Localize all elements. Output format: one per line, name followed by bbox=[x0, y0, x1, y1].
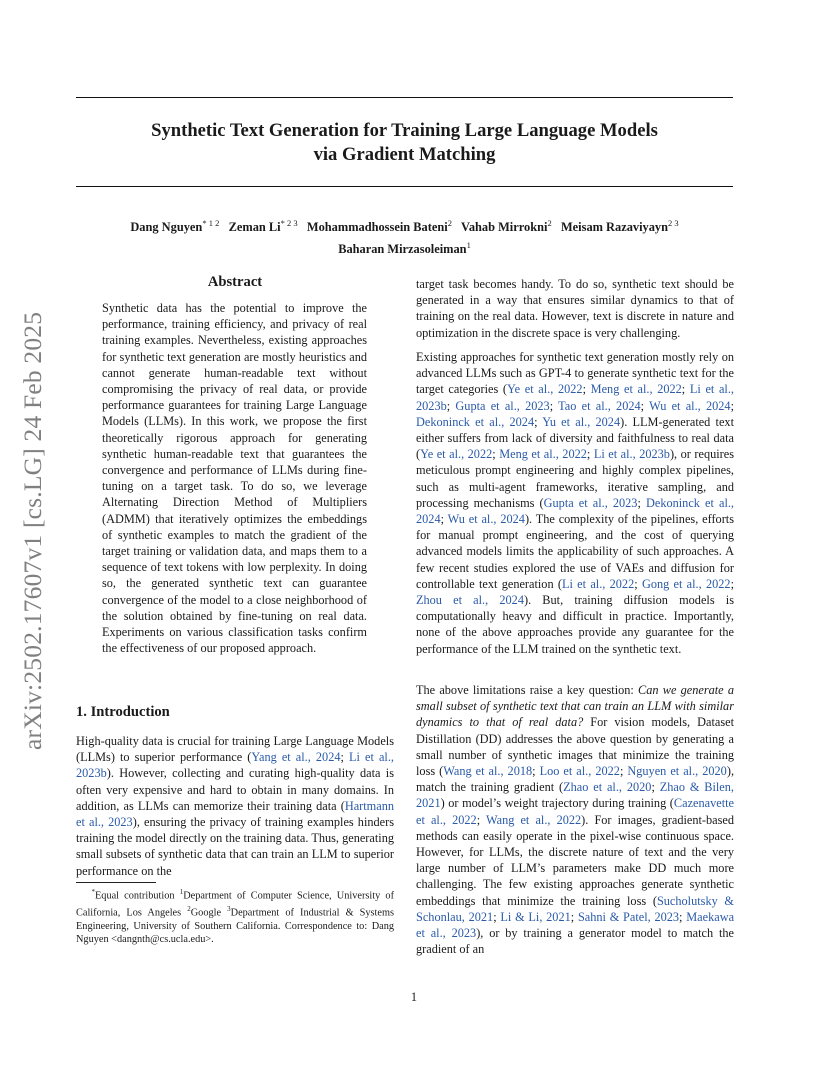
title-bottom-rule bbox=[76, 186, 733, 187]
text-run: ). The complexity of the pipelines, efforts for manual prompt engineering, and the cost of querying advanced models limits the applicability of such approaches. A few recent studies explored the use of VAEs and diffusion for controllable text generation ( bbox=[416, 512, 734, 591]
citation-link[interactable]: Yu et al., 2024 bbox=[542, 414, 621, 429]
text-run: ). However, collecting and curating high-quality data is often very expensive and hard to obtain in many domains. In addition, as LLMs can memorize their training data ( bbox=[76, 766, 394, 813]
text-run: ; bbox=[637, 495, 646, 510]
text-run: ; bbox=[586, 447, 594, 462]
citation-link[interactable]: Ye et al., 2022 bbox=[420, 447, 493, 462]
text-run: ). For images, gradient-based methods can easily operate in the pixel-wise continuous space. However, for LLMs, the discrete nature of text and the very large number of LLM’s parameters make DD much more challenging. The few existing approaches generate synthetic embeddings that minimize the training loss ( bbox=[416, 812, 735, 908]
citation-link[interactable]: Cazenavette et al., 2022 bbox=[416, 796, 734, 827]
citation-link[interactable]: Wang et al., 2018 bbox=[443, 764, 533, 779]
citation-link[interactable]: Li et al., 2023b bbox=[416, 382, 735, 413]
author-affiliation: 1 bbox=[466, 240, 471, 251]
text-run: ; bbox=[549, 398, 559, 413]
author: Vahab Mirrokni bbox=[461, 220, 548, 235]
text-run: ), match the training gradient ( bbox=[416, 764, 735, 795]
text-run: ; bbox=[476, 812, 486, 827]
text-run: ; bbox=[492, 447, 500, 462]
text-run: ; bbox=[681, 382, 690, 397]
footnote-mark: * bbox=[91, 888, 95, 896]
text-run: ; bbox=[440, 512, 448, 527]
citation-link[interactable]: Gong et al., 2022 bbox=[641, 576, 731, 591]
title-line-2: via Gradient Matching bbox=[313, 144, 496, 165]
citation-link[interactable]: Wang et al., 2022 bbox=[486, 812, 582, 827]
text-run: ; bbox=[651, 780, 660, 795]
text-run: ), or requires meticulous prompt engineering and highly complex pipelines, such as multi-agent frameworks, iterative sampling, and processing mechanisms ( bbox=[416, 447, 734, 510]
citation-link[interactable]: Ye et al., 2022 bbox=[507, 382, 583, 397]
citation-link[interactable]: Meng et al., 2022 bbox=[499, 447, 587, 462]
citation-link[interactable]: Dekoninck et al., 2024 bbox=[416, 414, 535, 429]
page-number: 1 bbox=[410, 990, 418, 1004]
footnote-mark: 1 bbox=[179, 888, 184, 896]
right-paragraph-1: target task becomes handy. To do so, synthetic text should be generated in a way that ensures similar dynamics to that of training on the real data. However, text is discrete in nature and optimization in the discrete space is very challenging. bbox=[416, 277, 734, 340]
citation-link[interactable]: Zhao & Bilen, 2021 bbox=[416, 780, 734, 811]
text-run: High-quality data is crucial for training Large Language Models (LLMs) to superior performance ( bbox=[76, 734, 394, 765]
affiliation-footnote bbox=[76, 886, 394, 946]
key-question: Can we generate a small subset of synthetic text that can train an LLM with similar dynamics to that of real data? bbox=[416, 683, 734, 730]
text-run: ; bbox=[534, 414, 543, 429]
citation-link[interactable]: Maekawa et al., 2023 bbox=[416, 909, 735, 941]
abstract-body: Synthetic data has the potential to improve the performance, training efficiency, and privacy of real training examples. Nevertheless, existing approaches for synthetic text generation are mostly heuristics and cannot generate human-readable text without compromising the privacy of real data, or provide performance guarantees for training Large Language Models (LLMs). In this work, we propose the first theoretically rigorous approach for generating synthetic human-readable text that guarantees the convergence and performance of LLMs during fine-tuning on a target task. To do so, we leverage Alternating Direction Method of Multipliers (ADMM) that iteratively optimizes the embeddings of synthetic examples to match the gradient of the target training or validation data, and maps them to a sequence of text tokens with low perplexity. In doing so, the generated synthetic text can guarantee convergence of the model to a close neighborhood of the solution obtained by fine-tuning on real data. Experiments on various classification tasks confirm the effectiveness of our proposed approach. bbox=[102, 301, 367, 656]
author: Baharan Mirzasoleiman bbox=[338, 242, 467, 257]
author: Zeman Li bbox=[228, 220, 281, 235]
citation-link[interactable]: Sahni & Patel, 2023 bbox=[577, 909, 680, 924]
author-affiliation: 2 3 bbox=[668, 218, 679, 228]
intro-paragraph bbox=[76, 733, 394, 879]
citation-link[interactable]: Li et al., 2023b bbox=[593, 447, 670, 462]
text-run: Department of Industrial & Systems Engineering, University of Southern California. Correspondence to: Dang Nguyen <dangnth@cs.ucla.edu>. bbox=[76, 907, 394, 946]
text-run: ; bbox=[619, 764, 628, 779]
text-run: ). LLM-generated text either suffers from lack of diversity and faithfulness to real data ( bbox=[416, 414, 734, 462]
footnote-rule bbox=[76, 882, 156, 883]
citation-link[interactable]: Sucholutsky & Schonlau, 2021 bbox=[416, 893, 734, 924]
author-list bbox=[76, 214, 733, 258]
citation-link[interactable]: Gupta et al., 2023 bbox=[543, 495, 638, 510]
citation-link[interactable]: Hartmann et al., 2023 bbox=[76, 798, 394, 830]
citation-link[interactable]: Nguyen et al., 2020 bbox=[627, 764, 727, 779]
text-run: ; bbox=[640, 398, 650, 413]
text-run: ; bbox=[730, 398, 734, 413]
author-affiliation: 2 bbox=[447, 218, 452, 228]
citation-link[interactable]: Yang et al., 2024 bbox=[251, 750, 341, 765]
text-run: ; bbox=[570, 909, 578, 924]
arxiv-identifier: arXiv:2502.17607v1 [cs.LG] 24 Feb 2025 bbox=[18, 311, 47, 750]
text-run: The above limitations raise a key question: bbox=[416, 683, 639, 697]
text-run: ). But, training diffusion models is computationally heavy and difficult in practice. Importantly, none of the above approaches provide any guarantee for the performance of the LLM trained on the synthetic text. bbox=[416, 593, 734, 656]
text-run: ; bbox=[493, 909, 501, 924]
citation-link[interactable]: Wu et al., 2024 bbox=[649, 398, 731, 413]
paper-title bbox=[76, 119, 733, 167]
footnote-mark: 3 bbox=[227, 904, 231, 913]
top-rule bbox=[76, 97, 733, 98]
text-run: ; bbox=[532, 764, 540, 779]
citation-link[interactable]: Tao et al., 2024 bbox=[558, 398, 641, 413]
citation-link[interactable]: Loo et al., 2022 bbox=[539, 764, 620, 779]
text-run: ), ensuring the privacy of training examples hinders training the model directly on the training data. Thus, generating small subsets of synthetic data that can train an LLM to superior performance on the bbox=[76, 815, 395, 878]
text-run: ; bbox=[679, 909, 687, 924]
text-run: ; bbox=[446, 398, 456, 413]
text-run: ; bbox=[730, 576, 734, 591]
author: Mohammadhossein Bateni bbox=[306, 220, 448, 235]
title-line-1: Synthetic Text Generation for Training Large Language Models bbox=[151, 120, 658, 141]
text-run: ; bbox=[582, 382, 591, 397]
text-run: ) or model’s weight trajectory during training ( bbox=[440, 796, 674, 811]
citation-link[interactable]: Gupta et al., 2023 bbox=[455, 398, 550, 413]
author-affiliation: * 2 3 bbox=[280, 218, 298, 228]
footnote-mark: 2 bbox=[187, 904, 191, 913]
text-run: Google bbox=[190, 907, 228, 919]
text-run: ; bbox=[340, 750, 349, 765]
author-affiliation: * 1 2 bbox=[202, 218, 220, 228]
text-run: Department of Computer Science, University of California, Los Angeles bbox=[76, 890, 395, 919]
author: Dang Nguyen bbox=[130, 220, 203, 235]
author: Meisam Razaviyayn bbox=[560, 220, 669, 235]
citation-link[interactable]: Dekoninck et al., 2024 bbox=[416, 495, 735, 527]
author-affiliation: 2 bbox=[547, 218, 552, 228]
citation-link[interactable]: Zhou et al., 2024 bbox=[416, 593, 524, 608]
text-run: Existing approaches for synthetic text generation mostly rely on advanced LLMs such as GPT-4 to generate synthetic text for the target categories ( bbox=[416, 350, 734, 397]
citation-link[interactable]: Meng et al., 2022 bbox=[590, 382, 682, 397]
text-run: ), or by training a generator model to match the gradient of an bbox=[416, 926, 734, 957]
citation-link[interactable]: Li et al., 2022 bbox=[561, 576, 635, 591]
citation-link[interactable]: Li et al., 2023b bbox=[76, 750, 394, 781]
text-run: For vision models, Dataset Distillation (DD) addresses the above question by generating a small number of synthetic images that minimize the training loss ( bbox=[416, 715, 735, 779]
text-run: ; bbox=[634, 576, 642, 591]
text-run: Equal contribution bbox=[95, 890, 180, 902]
right-paragraph-3 bbox=[416, 682, 734, 957]
abstract-heading: Abstract bbox=[207, 274, 263, 290]
citation-link[interactable]: Wu et al., 2024 bbox=[447, 512, 525, 527]
citation-link[interactable]: Li & Li, 2021 bbox=[500, 909, 571, 924]
section-heading-introduction: 1. Introduction bbox=[76, 704, 170, 720]
citation-link[interactable]: Zhao et al., 2020 bbox=[563, 780, 652, 795]
right-paragraph-2 bbox=[416, 349, 734, 657]
